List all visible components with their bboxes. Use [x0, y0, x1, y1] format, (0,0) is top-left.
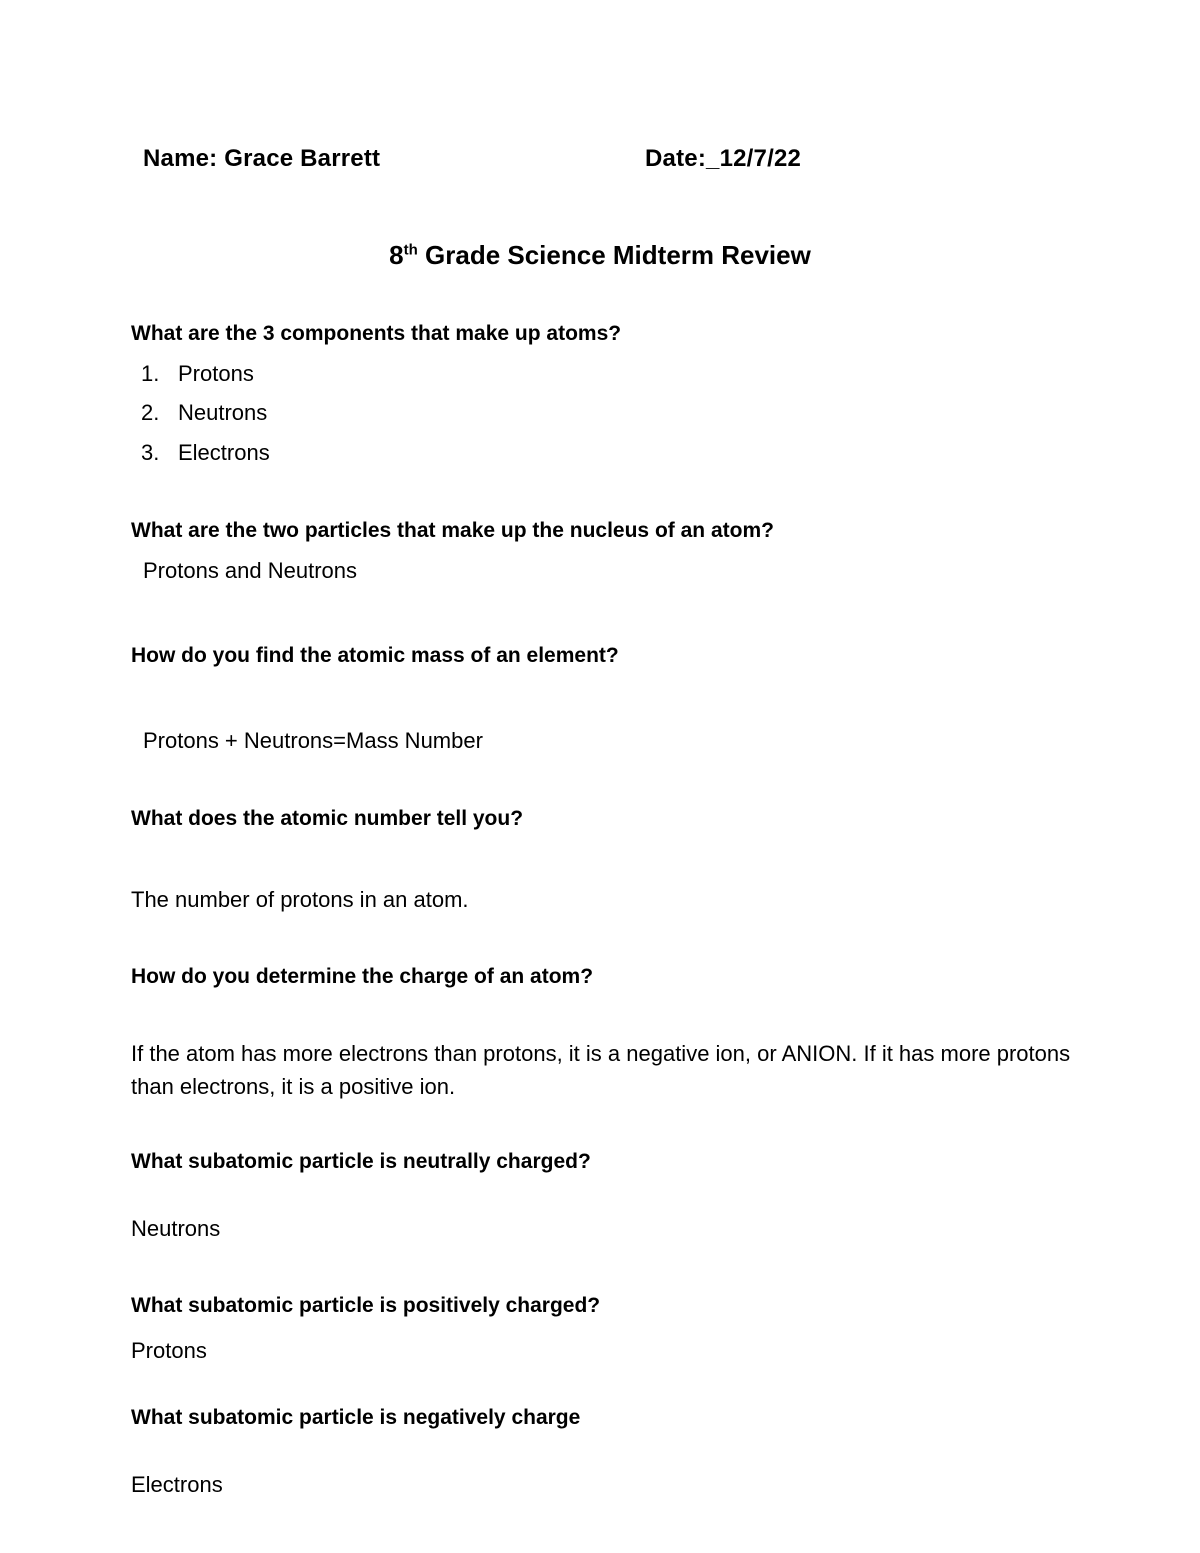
answer-6: Neutrons: [131, 1216, 221, 1241]
answer-3: Protons + Neutrons=Mass Number: [143, 728, 483, 753]
list-item-text: Neutrons: [178, 400, 268, 425]
question-6: What subatomic particle is neutrally charged?: [131, 1150, 591, 1173]
list-item: [141, 400, 267, 426]
list-item: [141, 361, 254, 387]
answer-4: The number of protons in an atom.: [131, 887, 469, 912]
title-grade-number: 8: [389, 240, 404, 270]
answer-7: Protons: [131, 1338, 207, 1363]
name-label: Name:: [143, 145, 218, 172]
date-value: _12/7/22: [706, 145, 802, 172]
list-item-number: 3.: [141, 440, 160, 465]
question-1: What are the 3 components that make up atoms?: [131, 322, 622, 345]
date-label: Date:: [645, 145, 707, 172]
name-field: [143, 145, 380, 173]
list-item-text: Protons: [178, 361, 254, 386]
list-item-text: Electrons: [178, 440, 270, 465]
list-item: [141, 440, 270, 466]
question-7: What subatomic particle is positively charged?: [131, 1294, 601, 1317]
answer-2: Protons and Neutrons: [143, 558, 358, 583]
title-grade-suffix: th: [403, 241, 418, 259]
list-item-number: 2.: [141, 400, 160, 425]
answer-5: If the atom has more electrons than protons, it is a negative ion, or ANION. If it has more protons than electrons, it is a positive ion.: [131, 1041, 1071, 1099]
name-value: Grace Barrett: [224, 145, 381, 172]
question-8: What subatomic particle is negatively charge: [131, 1406, 581, 1429]
question-4: What does the atomic number tell you?: [131, 807, 524, 830]
page-title: [0, 240, 1200, 271]
title-text: Grade Science Midterm Review: [425, 240, 811, 270]
date-field: [645, 145, 801, 173]
question-2: What are the two particles that make up the nucleus of an atom?: [131, 519, 774, 542]
answer-8: Electrons: [131, 1472, 223, 1497]
list-item-number: 1.: [141, 361, 160, 386]
question-5: How do you determine the charge of an atom?: [131, 965, 594, 988]
question-3: How do you find the atomic mass of an element?: [131, 644, 619, 667]
